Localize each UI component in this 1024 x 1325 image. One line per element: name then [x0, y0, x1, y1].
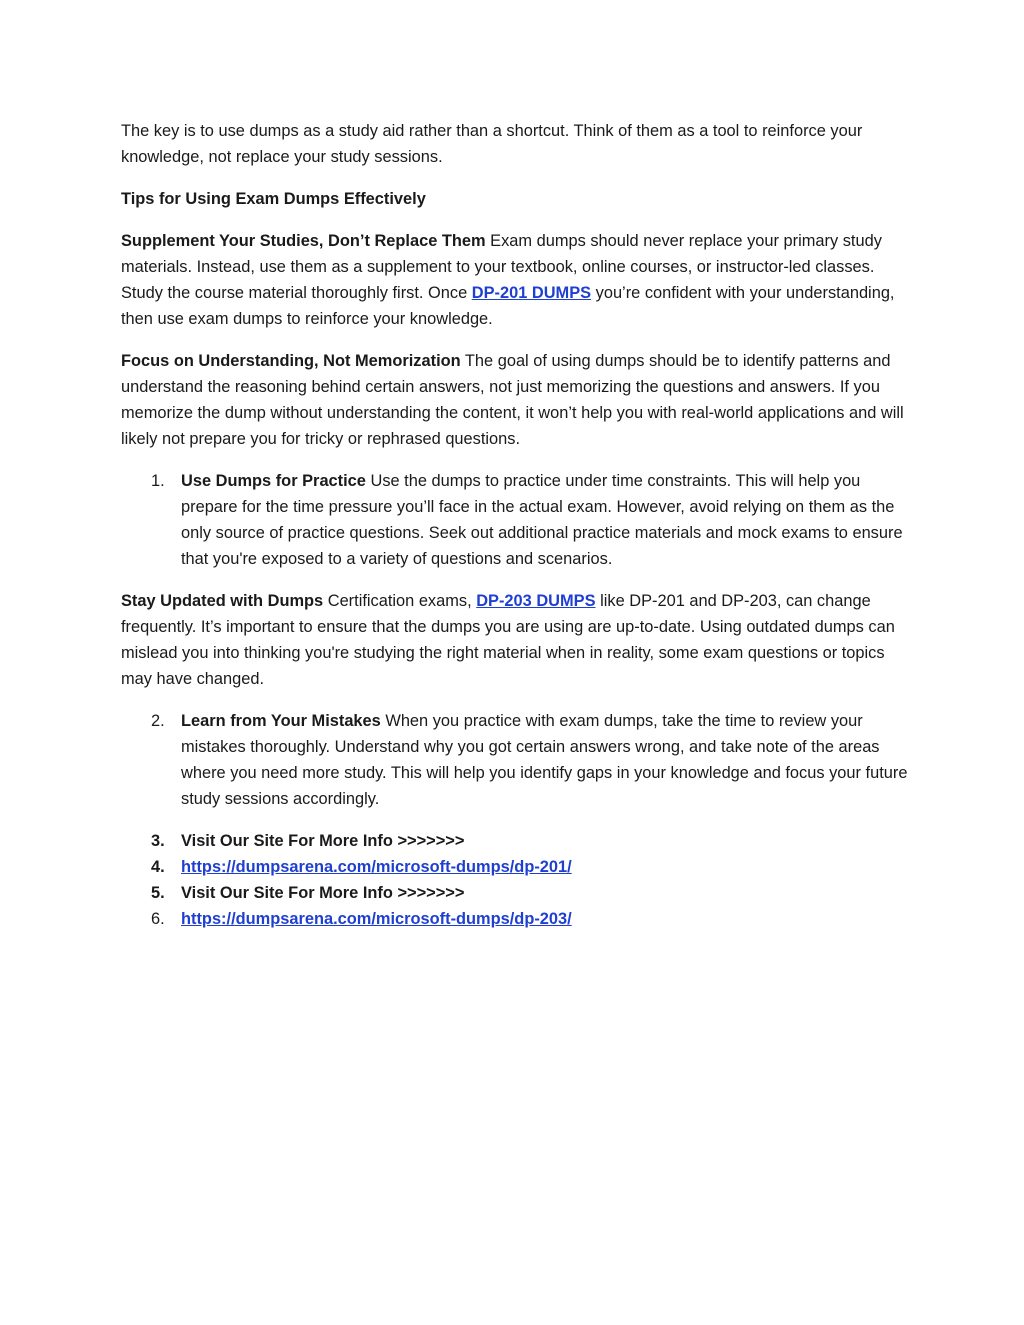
- supplement-text-before: Exam dumps should never replace your primary study materials. Instead, use them as a supplement to your textbook, online courses, or instructor-led classes. Study the course material thoroughly first. Once: [121, 232, 882, 302]
- focus-text: The goal of using dumps should be to identify patterns and understand the reasoning behind certain answers, not just memorizing the questions and answers. If you memorize the dump without understanding the content, it won’t help you with real-world applications and will likely not prepare you for tricky or rephrased questions.: [121, 352, 904, 448]
- updated-text-before: Certification exams,: [323, 592, 477, 610]
- dp-201-url-link[interactable]: https://dumpsarena.com/microsoft-dumps/dp-201/: [181, 858, 572, 876]
- intro-paragraph: [121, 118, 911, 170]
- tips-heading: [121, 186, 911, 212]
- practice-text: Use the dumps to practice under time constraints. This will help you prepare for the time pressure you’ll face in the actual exam. However, avoid relying on them as the only source of practice questions. Seek out additional practice materials and mock exams to ensure that you're exposed to a variety of questions and scenarios.: [181, 472, 903, 568]
- intro-text: The key is to use dumps as a study aid rather than a shortcut. Think of them as a tool to reinforce your knowledge, not replace your study sessions.: [121, 122, 863, 166]
- list-item-visit-site-2: [121, 880, 911, 906]
- focus-title: Focus on Understanding, Not Memorization: [121, 352, 461, 370]
- dp-203-dumps-link[interactable]: DP-203 DUMPS: [476, 592, 596, 610]
- list-number: 4.: [151, 858, 165, 876]
- list-item-mistakes: [121, 708, 911, 812]
- list-number: 6.: [151, 910, 165, 928]
- mistakes-list: [121, 708, 911, 812]
- dp-201-dumps-link[interactable]: DP-201 DUMPS: [471, 284, 592, 302]
- links-list: [121, 828, 911, 932]
- practice-title: Use Dumps for Practice: [181, 472, 366, 490]
- list-number: 3.: [151, 832, 165, 850]
- practice-list: [121, 468, 911, 572]
- supplement-text-after: you’re confident with your understanding, then use exam dumps to reinforce your knowledge.: [121, 284, 895, 328]
- updated-text-after: like DP-201 and DP-203, can change frequently. It’s important to ensure that the dumps you are using are up-to-date. Using outdated dumps can mislead you into thinking you're studying the right material when in reality, some exam questions or topics may have changed.: [121, 592, 895, 688]
- list-number: 5.: [151, 884, 165, 902]
- tips-heading-text: Tips for Using Exam Dumps Effectively: [121, 190, 426, 208]
- list-item-visit-site-1: [121, 828, 911, 854]
- mistakes-text: When you practice with exam dumps, take the time to review your mistakes thoroughly. Understand why you got certain answers wrong, and take note of the areas where you need more study. This will help you identify gaps in your knowledge and focus your future study sessions accordingly.: [181, 712, 908, 808]
- list-number: 2.: [151, 712, 165, 730]
- document-page: [121, 118, 911, 948]
- updated-title: Stay Updated with Dumps: [121, 592, 324, 610]
- mistakes-title: Learn from Your Mistakes: [181, 712, 381, 730]
- list-item-dp-203-url: [121, 906, 911, 932]
- supplement-title: Supplement Your Studies, Don’t Replace Them: [121, 232, 486, 250]
- dp-203-url-link[interactable]: https://dumpsarena.com/microsoft-dumps/dp-203/: [181, 910, 572, 928]
- list-number: 1.: [151, 472, 165, 490]
- supplement-paragraph: [121, 228, 911, 332]
- updated-paragraph: [121, 588, 911, 692]
- list-item-dp-201-url: [121, 854, 911, 880]
- focus-paragraph: [121, 348, 911, 452]
- visit-site-text: Visit Our Site For More Info >>>>>>>: [181, 832, 465, 850]
- visit-site-text: Visit Our Site For More Info >>>>>>>: [181, 884, 465, 902]
- list-item-practice: [121, 468, 911, 572]
